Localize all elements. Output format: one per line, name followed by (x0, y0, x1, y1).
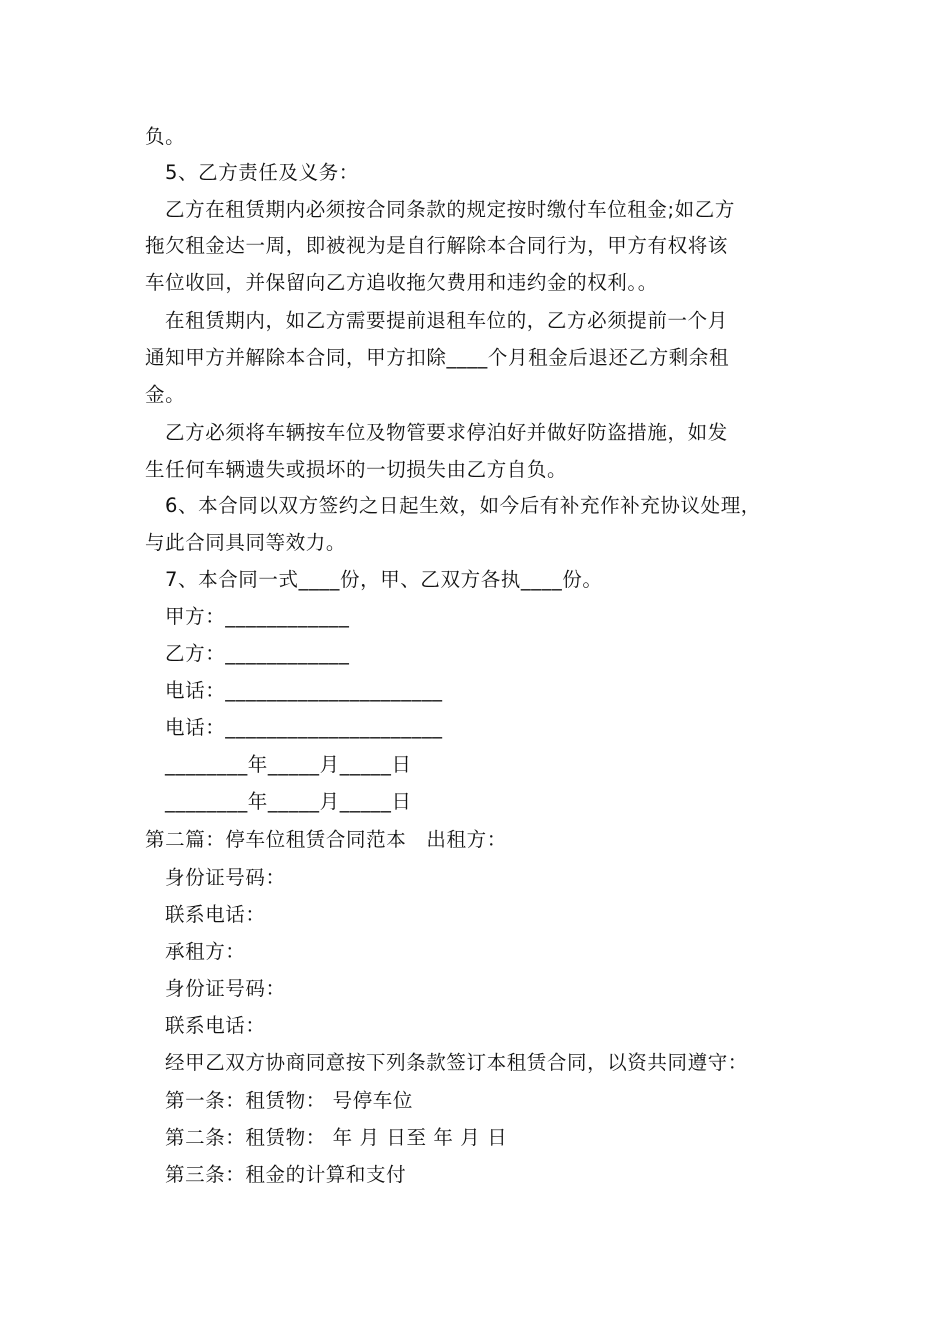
text-line: 乙方在租赁期内必须按合同条款的规定按时缴付车位租金;如乙方 (165, 198, 735, 221)
text-line: 在租赁期内，如乙方需要提前退租车位的，乙方必须提前一个月 (165, 309, 728, 332)
text-line: 与此合同具同等效力。 (145, 531, 347, 554)
party-a-signature-field: 甲方：____________ (165, 605, 350, 628)
section-heading-5: 5、乙方责任及义务： (165, 161, 359, 184)
article-1: 第一条：租赁物： 号停车位 (165, 1089, 413, 1112)
date-field: ________年_____月_____日 (165, 753, 412, 776)
text-line: 金。 (145, 383, 186, 406)
section-heading-7: 7、本合同一式____份，甲、乙双方各执____份。 (165, 568, 603, 591)
section-heading-6: 6、本合同以双方签约之日起生效，如今后有补充作补充协议处理， (165, 494, 761, 517)
contact-phone-label: 联系电话： (165, 1014, 266, 1037)
phone-field: 电话：_____________________ (165, 716, 443, 739)
text-line: 生任何车辆遗失或损坏的一切损失由乙方自负。 (145, 458, 568, 481)
article-3: 第三条：租金的计算和支付 (165, 1163, 407, 1186)
text-line: 负。 (145, 125, 186, 148)
phone-field: 电话：_____________________ (165, 679, 443, 702)
article-2: 第二条：租赁物： 年 月 日至 年 月 日 (165, 1126, 508, 1149)
chapter-title: 第二篇：停车位租赁合同范本 出租方： (145, 828, 507, 851)
text-line: 乙方必须将车辆按车位及物管要求停泊好并做好防盗措施，如发 (165, 421, 728, 444)
id-number-label: 身份证号码： (165, 866, 286, 889)
date-field: ________年_____月_____日 (165, 790, 412, 813)
text-line: 经甲乙双方协商同意按下列条款签订本租赁合同，以资共同遵守： (165, 1051, 748, 1074)
text-line: 拖欠租金达一周，即被视为是自行解除本合同行为，甲方有权将该 (145, 234, 728, 257)
text-line: 通知甲方并解除本合同，甲方扣除____个月租金后退还乙方剩余租 (145, 346, 730, 369)
text-line: 车位收回，并保留向乙方追收拖欠费用和违约金的权利。。 (145, 271, 658, 294)
lessee-label: 承租方： (165, 940, 246, 963)
contact-phone-label: 联系电话： (165, 903, 266, 926)
party-b-signature-field: 乙方：____________ (165, 642, 350, 665)
id-number-label: 身份证号码： (165, 977, 286, 1000)
